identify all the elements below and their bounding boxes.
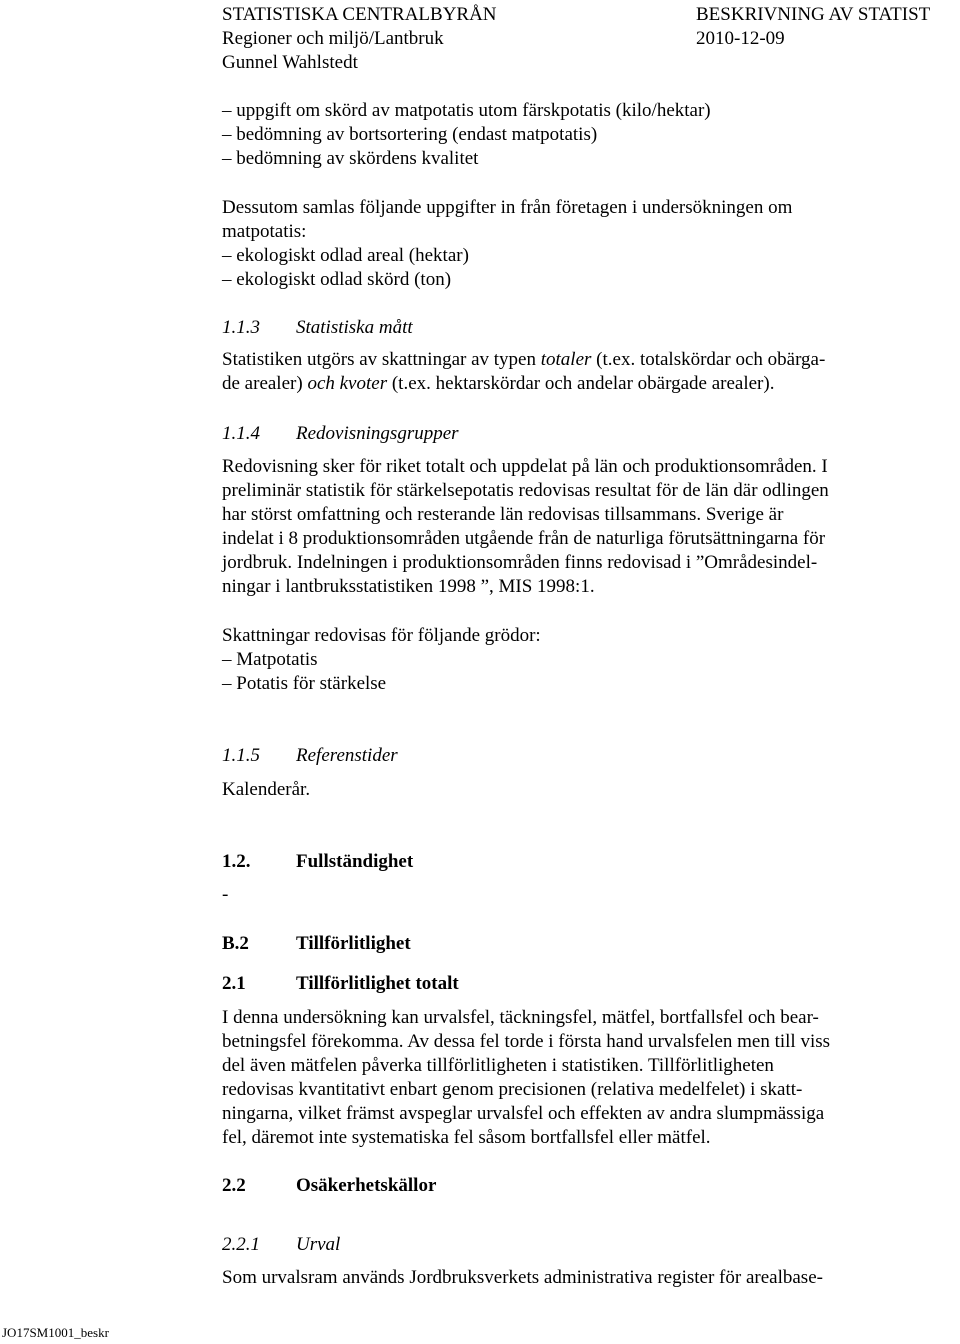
paragraph-line: ningarna, vilket främst avspeglar urvalsfel och effekten av andra slumpmässiga	[222, 1103, 825, 1124]
paragraph-line: jordbruk. Indelningen i produktionsområden finns redovisad i ”Områdesindel-	[222, 552, 818, 573]
section-heading-1-2	[222, 850, 413, 874]
list-item: – ekologiskt odlad areal (hektar)	[222, 245, 469, 266]
section-heading-b-2	[222, 932, 411, 956]
section-number: 1.2.	[222, 851, 251, 872]
header-doc-type: BESKRIVNING AV STATIST	[696, 4, 931, 25]
list-item: – bedömning av skördens kvalitet	[222, 148, 479, 169]
list-item: – Matpotatis	[222, 649, 318, 670]
paragraph-line: betningsfel förekomma. Av dessa fel torde i första hand urvalsfelen men till viss	[222, 1031, 831, 1052]
section-number: 2.2.1	[222, 1234, 260, 1255]
text-run: de arealer)	[222, 373, 308, 394]
section-number: 1.1.5	[222, 745, 260, 766]
section-number: 1.1.4	[222, 423, 260, 444]
section-heading-1-1-4	[222, 422, 459, 446]
paragraph-line: indelat i 8 produktionsområden utgående från de naturliga förutsättningarna för	[222, 528, 826, 549]
section-title: Redovisningsgrupper	[296, 423, 459, 444]
paragraph-line: Dessutom samlas följande uppgifter in från företagen i undersökningen om	[222, 197, 793, 218]
paragraph-line: redovisas kvantitativt enbart genom precisionen (relativa medelfelet) i skatt-	[222, 1079, 803, 1100]
section-title: Urval	[296, 1234, 341, 1255]
section-number: 2.2	[222, 1175, 246, 1196]
paragraph-line: -	[222, 884, 229, 905]
header-date: 2010-12-09	[696, 28, 785, 49]
paragraph-line: ningar i lantbruksstatistiken 1998 ”, MIS 1998:1.	[222, 576, 595, 597]
paragraph-line: Som urvalsram används Jordbruksverkets administrativa register för arealbase-	[222, 1267, 823, 1288]
section-title: Tillförlitlighet	[296, 933, 411, 954]
paragraph-line: I denna undersökning kan urvalsfel, täckningsfel, mätfel, bortfallsfel och bear-	[222, 1007, 819, 1028]
paragraph-line: Redovisning sker för riket totalt och uppdelat på län och produktionsområden. I	[222, 456, 828, 477]
text-run-italic: och kvoter	[307, 373, 388, 394]
paragraph-line: matpotatis:	[222, 221, 307, 242]
text-run: (t.ex. hektarskördar och andelar obärgade arealer).	[387, 373, 775, 394]
header-author: Gunnel Wahlstedt	[222, 52, 358, 73]
section-heading-2-1	[222, 972, 459, 996]
text-run-italic: totaler	[540, 349, 592, 370]
section-number: B.2	[222, 933, 249, 954]
paragraph-line: Kalenderår.	[222, 779, 311, 800]
section-number: 1.1.3	[222, 317, 260, 338]
section-title: Fullständighet	[296, 851, 414, 872]
paragraph-line: har störst omfattning och resterande län redovisas tillsammans. Sverige är	[222, 504, 784, 525]
footer-doc-id: JO17SM1001_beskr	[2, 1325, 109, 1340]
paragraph-line	[222, 348, 825, 372]
text-run: Statistiken utgörs av skattningar av typen	[222, 349, 541, 370]
paragraph-line: Skattningar redovisas för följande grödor:	[222, 625, 541, 646]
paragraph-line: del även mätfelen påverka tillförlitligheten i statistiken. Tillförlitligheten	[222, 1055, 774, 1076]
list-item: – Potatis för stärkelse	[222, 673, 387, 694]
paragraph-line: preliminär statistik för stärkelsepotatis redovisas resultat för de län där odlingen	[222, 480, 829, 501]
list-item: – bedömning av bortsortering (endast matpotatis)	[222, 124, 598, 145]
section-title: Referenstider	[296, 745, 398, 766]
list-item: – ekologiskt odlad skörd (ton)	[222, 269, 452, 290]
section-heading-1-1-3	[222, 316, 413, 340]
section-heading-2-2-1	[222, 1233, 340, 1257]
section-heading-2-2	[222, 1174, 436, 1198]
section-title: Statistiska mått	[296, 317, 413, 338]
text-run: (t.ex. totalskördar och obärga-	[591, 349, 826, 370]
section-title: Tillförlitlighet totalt	[296, 973, 459, 994]
section-title: Osäkerhetskällor	[296, 1175, 437, 1196]
header-department: Regioner och miljö/Lantbruk	[222, 28, 444, 49]
paragraph-line	[222, 372, 774, 396]
list-item: – uppgift om skörd av matpotatis utom färskpotatis (kilo/hektar)	[222, 100, 711, 121]
paragraph-line: fel, däremot inte systematiska fel såsom bortfallsfel eller mätfel.	[222, 1127, 711, 1148]
section-number: 2.1	[222, 973, 246, 994]
header-org: STATISTISKA CENTRALBYRÅN	[222, 4, 497, 25]
section-heading-1-1-5	[222, 744, 398, 768]
